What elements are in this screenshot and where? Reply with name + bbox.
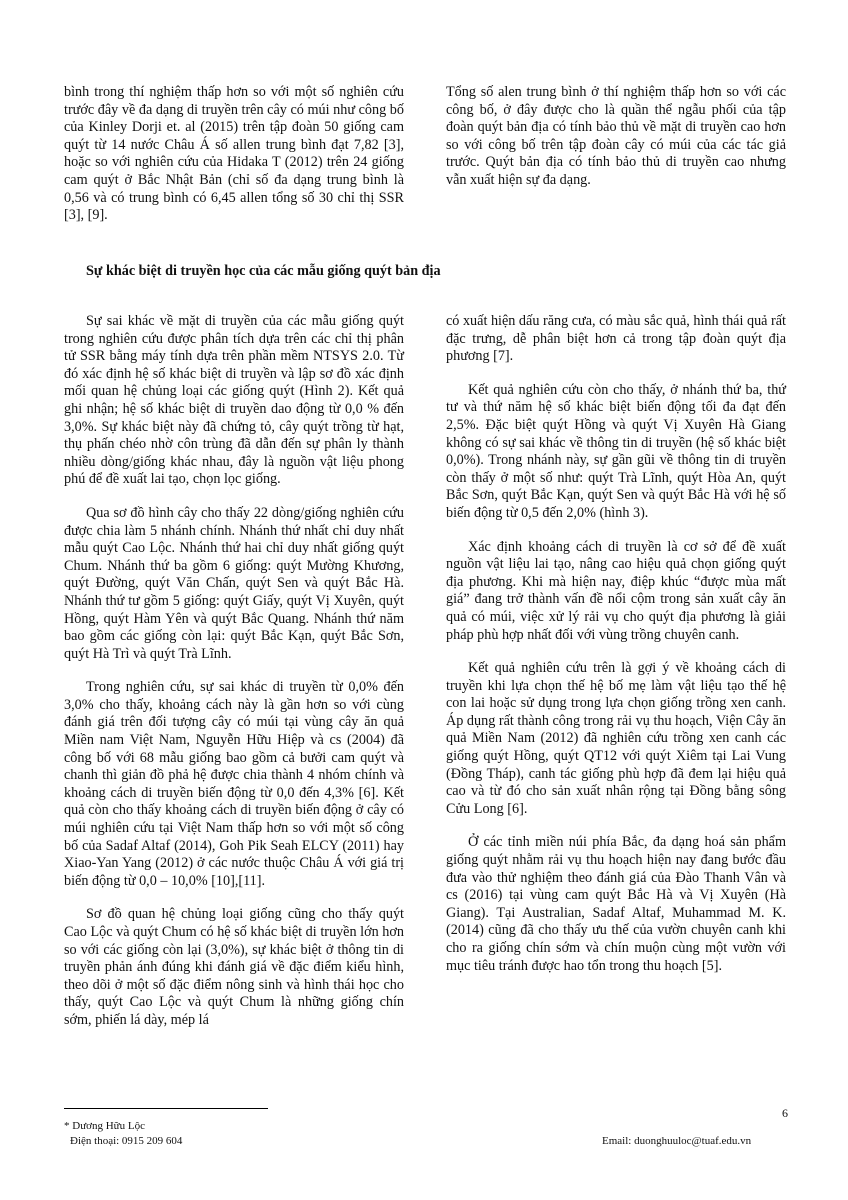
paragraph: Xác định khoảng cách di truyền là cơ sở để đề xuất nguồn vật liệu lai tạo, nâng cao hiệu quả chọn giống quýt địa phương. Khi mà hiện nay, điệp khúc “được mùa mất giá” đang trở thành vấn đề nổi cộm trong sản xuất cây ăn quả có múi, việc xử lý rải vụ cho quýt địa phương là giải pháp phù hợp nhất đối với vùng trồng chuyên canh. (446, 538, 786, 643)
footnote-divider (64, 1108, 268, 1109)
paragraph: có xuất hiện dấu răng cưa, có màu sắc quả, hình thái quả rất đặc trưng, dễ phân biệt hơn cả trong tập đoàn quýt địa phương [7]. (446, 313, 786, 365)
right-column (446, 313, 786, 991)
paragraph: Trong nghiên cứu, sự sai khác di truyền từ 0,0% đến 3,0% cho thấy, khoảng cách này là gần hơn so với cùng đánh giá trên đối tượng cây có múi tại vùng cây ăn quả Miền nam Việt Nam, Nguyễn Hữu Hiệp và cs (2004) đã công bố với 68 mẫu giống bao gồm cả bưởi cam quýt và chanh thì giản đồ phả hệ được chia thành 4 nhóm chính và khoảng cách di truyền biến động từ 0,0 đến 4,3% [6]. Kết quả còn cho thấy khoảng cách di truyền biến động ở cây có múi nghiên cứu tại Việt Nam thấp hơn so với một số công bố của Sadaf Altaf (2014), Goh Pik Seah ELCY (2011) hay Xiao-Yan Yang (2012) ở các nước thuộc Châu Á với giá trị biến động từ 0,0 – 10,0% [10],[11]. (64, 679, 404, 889)
paragraph: Qua sơ đồ hình cây cho thấy 22 dòng/giống nghiên cứu được chia làm 5 nhánh chính. Nhánh thứ nhất chỉ duy nhất mẫu quýt Cao Lộc. Nhánh thứ hai chỉ duy nhất giống quýt Chum. Nhánh thứ ba gồm 6 giống: quýt Mường Khương, quýt Đường, quýt Văn Chấn, quýt Sen và quýt Bắc Hà. Nhánh thứ tư gồm 5 giống: quýt Giấy, quýt Vị Xuyên, quýt Hồng, quýt Hàm Yên và quýt Bắc Quang. Nhánh thứ năm bao gồm các giống còn lại: quýt Bắc Kạn, quýt Bắc Sơn, quýt Hà Trì và quýt Trà Lĩnh. (64, 504, 404, 662)
footnote-author: * Dương Hữu Lộc (64, 1120, 145, 1132)
paragraph: Kết quả nghiên cứu còn cho thấy, ở nhánh thứ ba, thứ tư và thứ năm hệ số khác biệt biến động tối đa đạt đến 2,5%. Đặc biệt quýt Hồng và quýt Vị Xuyên Hà Giang không có sự sai khác về thông tin di truyền (hệ số khác biệt 0,0%). Trong nhánh này, sự gần gũi về thông tin di truyền còn thấy ở một số như: quýt Trà Lĩnh, quýt Hòa An, quýt Bắc Sơn, quýt Bắc Kạn, quýt Sen và quýt Bắc Hà với hệ số biến động từ 0,5 đến 2,0% (hình 3). (446, 381, 786, 521)
paragraph: Sơ đồ quan hệ chủng loại giống cũng cho thấy quýt Cao Lộc và quýt Chum có hệ số khác biệt di truyền lớn hơn so với các giống còn lại (3,0%), sự khác biệt ở thông tin di truyền phản ánh đúng khi đánh giá về đặc điểm kiểu hình, theo dõi ở một số đặc điểm nông sinh và hình thái học cho thấy, quýt Cao Lộc và quýt Chum là những giống chín sớm, phiến lá dày, mép lá (64, 906, 404, 1028)
paragraph: Kết quả nghiên cứu trên là gợi ý về khoảng cách di truyền khi lựa chọn thế hệ bố mẹ làm vật liệu tạo thế hệ con lai hoặc sử dụng trong lựa chọn giống trồng xen canh. Áp dụng rất thành công trong rải vụ thu hoạch, Viện Cây ăn quả Miền Nam (2012) đã nghiên cứu trồng xen canh các giống quýt Hồng, quýt QT12 với quýt Xiêm tại Lai Vung (Đồng Tháp), canh tác giống phù hợp đã đem lại hiệu quả cao và từ đó cho sản xuất nhân rộng tại Đồng bằng sông Cửu Long [6]. (446, 660, 786, 817)
paragraph: Ở các tỉnh miền núi phía Bắc, đa dạng hoá sản phẩm giống quýt nhằm rải vụ thu hoạch hiện nay đang bước đầu đưa vào thử nghiệm theo đánh giá của Đào Thanh Vân và cs (2016) tại vùng cam quýt Bắc Hà và Vị Xuyên (Hà Giang). Tại Australian, Sadaf Altaf, Muhammad M. K. (2014) cũng đã cho thấy ưu thế của vườn chuyên canh khi cho ra giống chín sớm và chín muộn cùng một vườn với mục tiêu tránh được hao tổn trong thu hoạch [5]. (446, 834, 786, 974)
top-left-column (64, 84, 404, 241)
footnote-phone: Điện thoại: 0915 209 604 (70, 1135, 183, 1147)
footnote-email: Email: duonghuuloc@tuaf.edu.vn (602, 1135, 752, 1147)
left-column (64, 313, 404, 1046)
paragraph: Sự sai khác về mặt di truyền của các mẫu giống quýt trong nghiên cứu được phân tích dựa trên các chỉ thị phân tử SSR bằng máy tính dựa trên phần mềm NTSYS 2.0. Từ đó xác định hệ số khác biệt di truyền và lập sơ đồ xác định mối quan hệ chủng loại các giống quýt (Hình 2). Kết quả ghi nhận; hệ số khác biệt di truyền dao động từ 0,0 % đến 3,0%. Sự khác biệt này đã chứng tỏ, cây quýt trồng từ hạt, thụ phấn chéo nhờ côn trùng đã dẫn đến sự phân ly thành nhiều dòng/giống khác nhau, đây là nguồn vật liệu phong phú để đề xuất lai tạo, chọn lọc giống. (64, 313, 404, 488)
section-heading: Sự khác biệt di truyền học của các mẫu giống quýt bản địa (86, 263, 441, 279)
top-right-column (446, 84, 786, 206)
paragraph: bình trong thí nghiệm thấp hơn so với một số nghiên cứu trước đây về đa dạng di truyền trên cây có múi như công bố của Kinley Dorji et. al (2015) trên tập đoàn 50 giống cam quýt từ 14 nước Châu Á số allen trung bình đạt 7,82 [3], hoặc so với nghiên cứu của Hidaka T (2012) trên 24 giống cam quýt ở Bắc Nhật Bản (chỉ số đa dạng trung bình là 0,56 và có trung bình có 6,45 allen tổng số 30 chỉ thị SSR [3], [9]. (64, 84, 404, 224)
page-number: 6 (782, 1106, 788, 1120)
paragraph: Tổng số alen trung bình ở thí nghiệm thấp hơn so với các công bố, ở đây được cho là quần thể ngẫu phối của tập đoàn quýt bản địa có tính bảo thủ về mặt di truyền cao hơn so với công bố trên tập đoàn cây có múi của các tác giả trước. Quýt bản địa có tính bảo thủ di truyền cao nhưng vẫn xuất hiện sự đa dạng. (446, 84, 786, 188)
